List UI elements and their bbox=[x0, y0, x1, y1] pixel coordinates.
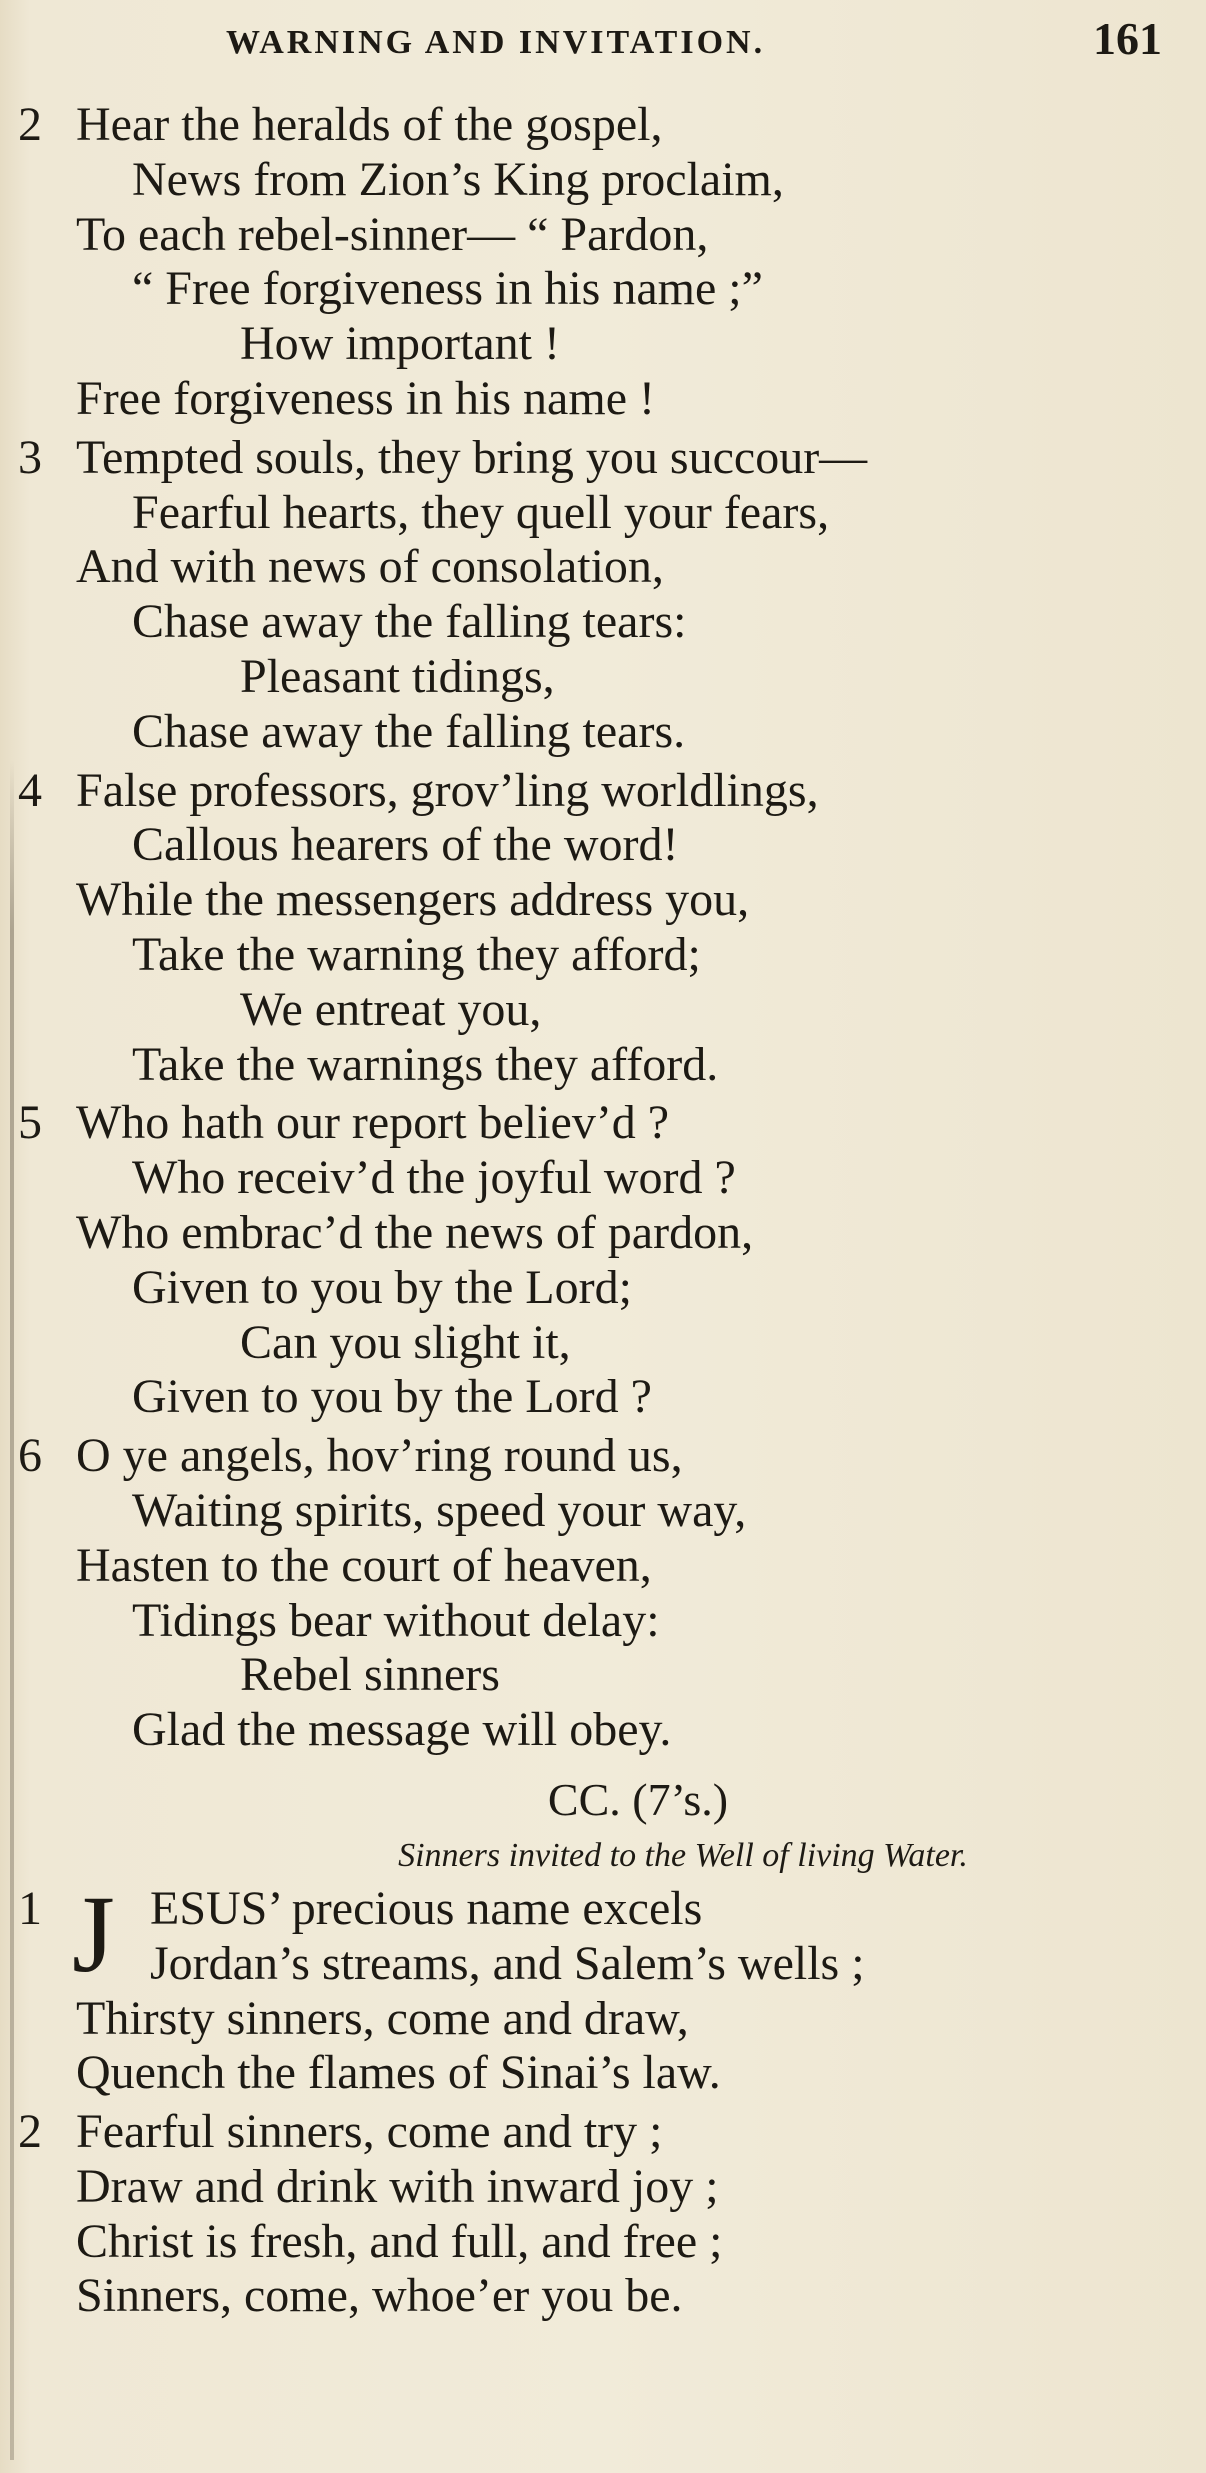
verse-line: Who receiv’d the joyful word ? bbox=[132, 1151, 736, 1205]
verse-line: To each rebel-sinner— “ Pardon, bbox=[76, 207, 709, 261]
drop-cap: J bbox=[72, 1872, 115, 1995]
verse-line: “ Free forgiveness in his name ;” bbox=[132, 262, 763, 316]
verse-line: Tidings bear without delay: bbox=[132, 1593, 660, 1647]
hymn-number: CC. (7’s.) bbox=[547, 1773, 729, 1825]
verse-line: Can you slight it, bbox=[240, 1315, 571, 1369]
hymn-previous-continuation bbox=[0, 98, 1206, 1762]
verse bbox=[0, 431, 1206, 760]
verse-line: Glad the message will obey. bbox=[132, 1703, 672, 1757]
verse-line: Fearful hearts, they quell your fears, bbox=[132, 485, 830, 539]
verse-number: 1 bbox=[18, 1881, 42, 1935]
verse-line: O ye angels, hov’ring round us, bbox=[76, 1429, 683, 1483]
verse-line: Given to you by the Lord; bbox=[132, 1260, 632, 1314]
verse-line: False professors, grov’ling worldlings, bbox=[76, 763, 819, 817]
verse-line-text: ESUS’ precious name excels bbox=[150, 1881, 703, 1935]
running-title: WARNING AND INVITATION. bbox=[226, 24, 766, 61]
verse-line: Draw and drink with inward joy ; bbox=[76, 2159, 719, 2213]
hymn-cc-verse-1 bbox=[0, 1872, 1206, 2101]
page-number: 161 bbox=[1093, 13, 1162, 64]
verse-line: Rebel sinners bbox=[240, 1648, 500, 1702]
page-header bbox=[0, 10, 1206, 70]
verse-line: Given to you by the Lord ? bbox=[132, 1370, 652, 1424]
verse-line: Chase away the falling tears. bbox=[132, 704, 686, 758]
verse-line: Callous hearers of the word! bbox=[132, 818, 679, 872]
verse bbox=[0, 1429, 1206, 1758]
verse-line: How important ! bbox=[240, 317, 560, 371]
verse-line: Jordan’s streams, and Salem’s wells ; bbox=[150, 1936, 865, 1990]
verse bbox=[0, 98, 1206, 427]
verse-line: Thirsty sinners, come and draw, bbox=[76, 1991, 689, 2045]
verse-number: 5 bbox=[18, 1096, 42, 1150]
verse-number: 6 bbox=[18, 1429, 42, 1483]
verse bbox=[0, 764, 1206, 1093]
verse-line: While the messengers address you, bbox=[76, 873, 750, 927]
verse-line: Who hath our report believ’d ? bbox=[76, 1096, 670, 1150]
verse-line: News from Zion’s King proclaim, bbox=[132, 152, 784, 206]
verse-line: Waiting spirits, speed your way, bbox=[132, 1483, 747, 1537]
hymn-subtitle: Sinners invited to the Well of living Water. bbox=[398, 1836, 968, 1874]
verse-line: Chase away the falling tears: bbox=[132, 595, 687, 649]
verse-line: Fearful sinners, come and try ; bbox=[76, 2105, 663, 2159]
verse-line: And with news of consolation, bbox=[76, 540, 664, 594]
verse-line: Hasten to the court of heaven, bbox=[76, 1538, 652, 1592]
verse bbox=[0, 1096, 1206, 1425]
verse-line: Who embrac’d the news of pardon, bbox=[76, 1205, 754, 1259]
page-body bbox=[0, 98, 1206, 2324]
verse-number: 2 bbox=[18, 98, 42, 151]
verse-number: 3 bbox=[18, 430, 42, 484]
verse-line: Take the warning they afford; bbox=[132, 927, 701, 981]
verse-line: Christ is fresh, and full, and free ; bbox=[76, 2214, 723, 2268]
verse-line: Quench the flames of Sinai’s law. bbox=[76, 2046, 721, 2100]
verse-number: 2 bbox=[18, 2105, 42, 2159]
verse-number: 4 bbox=[18, 763, 42, 817]
verse-line: Hear the heralds of the gospel, bbox=[76, 98, 663, 151]
verse-line: Sinners, come, whoe’er you be. bbox=[76, 2269, 683, 2323]
verse-line: Take the warnings they afford. bbox=[132, 1037, 719, 1091]
verse-line: Free forgiveness in his name ! bbox=[76, 371, 655, 425]
verse-line: We entreat you, bbox=[240, 982, 542, 1036]
verse-line: Tempted souls, they bring you succour— bbox=[76, 430, 868, 484]
verse-line: Pleasant tidings, bbox=[240, 649, 555, 703]
hymn-cc-verse-2 bbox=[0, 2105, 1206, 2324]
